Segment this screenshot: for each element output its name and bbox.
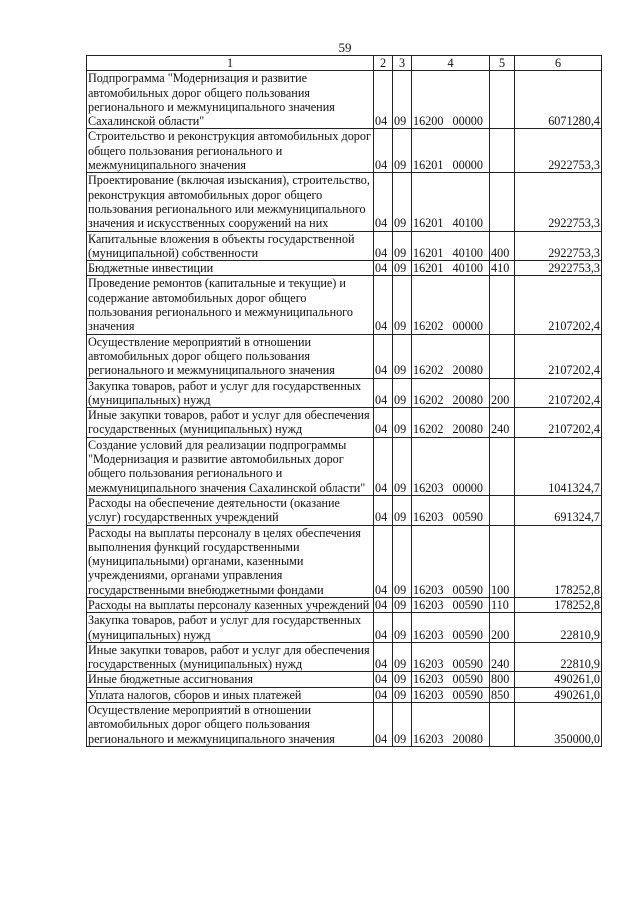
- row-code4-cell: 16200 00000: [412, 71, 490, 129]
- row-amount-cell: 350000,0: [515, 703, 602, 747]
- row-name-cell: Создание условий для реализации подпрограммы "Модернизация и развитие автомобильных дорог общего пользования регионального и межмуниципального значения Сахалинской области": [87, 437, 374, 495]
- table-row: [87, 231, 602, 261]
- row-code5-cell: [490, 129, 515, 173]
- budget-table: [86, 55, 602, 747]
- row-code4-cell: 16203 00590: [412, 672, 490, 687]
- row-code4-cell: 16203 00590: [412, 642, 490, 672]
- row-code4-cell: 16201 40100: [412, 261, 490, 276]
- row-name-cell: Иные закупки товаров, работ и услуг для обеспечения государственных (муниципальных) нужд: [87, 408, 374, 438]
- table-row: [87, 71, 602, 129]
- row-code2-cell: 04: [374, 276, 393, 334]
- row-name-cell: Расходы на выплаты персоналу в целях обеспечения выполнения функций государственными (муниципальными) органами, казенными учреждениями, органами управления государственными внебюджетными фондами: [87, 525, 374, 597]
- row-amount-cell: 2107202,4: [515, 378, 602, 408]
- row-name-cell: Осуществление мероприятий в отношении автомобильных дорог общего пользования регионального и межмуниципального значения: [87, 703, 374, 747]
- row-code3-cell: 09: [393, 437, 412, 495]
- row-code5-cell: 410: [490, 261, 515, 276]
- row-amount-cell: 2107202,4: [515, 408, 602, 438]
- row-amount-cell: 691324,7: [515, 495, 602, 525]
- row-code3-cell: 09: [393, 71, 412, 129]
- row-amount-cell: 2922753,3: [515, 261, 602, 276]
- row-code4-cell: 16203 00590: [412, 525, 490, 597]
- row-code3-cell: 09: [393, 687, 412, 702]
- row-code5-cell: 400: [490, 231, 515, 261]
- row-code4-cell: 16202 00000: [412, 276, 490, 334]
- row-code2-cell: 04: [374, 597, 393, 612]
- table-row: [87, 525, 602, 597]
- row-code2-cell: 04: [374, 495, 393, 525]
- row-amount-cell: 178252,8: [515, 525, 602, 597]
- row-code2-cell: 04: [374, 71, 393, 129]
- row-code3-cell: 09: [393, 129, 412, 173]
- table-row: [87, 437, 602, 495]
- table-row: [87, 276, 602, 334]
- row-code5-cell: 200: [490, 613, 515, 643]
- column-header: 5: [490, 56, 515, 71]
- row-amount-cell: 490261,0: [515, 687, 602, 702]
- row-code5-cell: [490, 71, 515, 129]
- row-amount-cell: 22810,9: [515, 613, 602, 643]
- row-code3-cell: 09: [393, 173, 412, 231]
- table-row: [87, 672, 602, 687]
- row-code3-cell: 09: [393, 597, 412, 612]
- row-code2-cell: 04: [374, 378, 393, 408]
- table-row: [87, 408, 602, 438]
- row-code4-cell: 16203 20080: [412, 703, 490, 747]
- row-name-cell: Иные закупки товаров, работ и услуг для обеспечения государственных (муниципальных) нужд: [87, 642, 374, 672]
- table-row: [87, 261, 602, 276]
- table-row: [87, 687, 602, 702]
- row-name-cell: Расходы на обеспечение деятельности (оказание услуг) государственных учреждений: [87, 495, 374, 525]
- row-amount-cell: 490261,0: [515, 672, 602, 687]
- row-code2-cell: 04: [374, 261, 393, 276]
- row-code3-cell: 09: [393, 231, 412, 261]
- row-code5-cell: 200: [490, 378, 515, 408]
- row-code4-cell: 16201 40100: [412, 231, 490, 261]
- row-code5-cell: 240: [490, 642, 515, 672]
- row-name-cell: Проведение ремонтов (капитальные и текущие) и содержание автомобильных дорог общего пользования регионального и межмуниципального значения: [87, 276, 374, 334]
- row-code3-cell: 09: [393, 525, 412, 597]
- row-name-cell: Закупка товаров, работ и услуг для государственных (муниципальных) нужд: [87, 378, 374, 408]
- row-code5-cell: 100: [490, 525, 515, 597]
- row-code2-cell: 04: [374, 437, 393, 495]
- row-code3-cell: 09: [393, 276, 412, 334]
- row-code5-cell: [490, 173, 515, 231]
- column-header: 6: [515, 56, 602, 71]
- row-code3-cell: 09: [393, 642, 412, 672]
- table-row: [87, 642, 602, 672]
- header-row: [87, 56, 602, 71]
- column-header: 4: [412, 56, 490, 71]
- row-code2-cell: 04: [374, 173, 393, 231]
- row-code5-cell: [490, 276, 515, 334]
- row-name-cell: Закупка товаров, работ и услуг для государственных (муниципальных) нужд: [87, 613, 374, 643]
- row-name-cell: Строительство и реконструкция автомобильных дорог общего пользования регионального и межмуниципального значения: [87, 129, 374, 173]
- row-code5-cell: 110: [490, 597, 515, 612]
- column-header: 2: [374, 56, 393, 71]
- row-code5-cell: [490, 437, 515, 495]
- row-code2-cell: 04: [374, 613, 393, 643]
- row-name-cell: Проектирование (включая изыскания), строительство, реконструкция автомобильных дорог общего пользования регионального или межмуниципального значения и искусственных сооружений на них: [87, 173, 374, 231]
- row-name-cell: Осуществление мероприятий в отношении автомобильных дорог общего пользования регионального и межмуниципального значения: [87, 334, 374, 378]
- row-code5-cell: 800: [490, 672, 515, 687]
- page-number: 59: [338, 40, 352, 55]
- table-row: [87, 597, 602, 612]
- row-amount-cell: 2107202,4: [515, 276, 602, 334]
- row-code2-cell: 04: [374, 642, 393, 672]
- row-code2-cell: 04: [374, 334, 393, 378]
- row-amount-cell: 22810,9: [515, 642, 602, 672]
- row-code3-cell: 09: [393, 261, 412, 276]
- row-code3-cell: 09: [393, 672, 412, 687]
- table-row: [87, 334, 602, 378]
- row-code4-cell: 16203 00590: [412, 495, 490, 525]
- row-name-cell: Уплата налогов, сборов и иных платежей: [87, 687, 374, 702]
- row-code3-cell: 09: [393, 495, 412, 525]
- table-row: [87, 495, 602, 525]
- row-code3-cell: 09: [393, 703, 412, 747]
- row-code4-cell: 16201 00000: [412, 129, 490, 173]
- row-code4-cell: 16203 00590: [412, 687, 490, 702]
- row-code2-cell: 04: [374, 687, 393, 702]
- row-code3-cell: 09: [393, 613, 412, 643]
- row-code5-cell: 850: [490, 687, 515, 702]
- table-row: [87, 703, 602, 747]
- row-code2-cell: 04: [374, 703, 393, 747]
- row-code2-cell: 04: [374, 525, 393, 597]
- row-code4-cell: 16202 20080: [412, 334, 490, 378]
- row-code2-cell: 04: [374, 672, 393, 687]
- row-code2-cell: 04: [374, 231, 393, 261]
- row-code4-cell: 16203 00590: [412, 597, 490, 612]
- row-code5-cell: [490, 703, 515, 747]
- table-row: [87, 129, 602, 173]
- row-name-cell: Расходы на выплаты персоналу казенных учреждений: [87, 597, 374, 612]
- table-row: [87, 378, 602, 408]
- row-amount-cell: 1041324,7: [515, 437, 602, 495]
- row-amount-cell: 2107202,4: [515, 334, 602, 378]
- column-header: 3: [393, 56, 412, 71]
- table-row: [87, 613, 602, 643]
- row-code3-cell: 09: [393, 334, 412, 378]
- column-header: 1: [87, 56, 374, 71]
- row-name-cell: Подпрограмма "Модернизация и развитие автомобильных дорог общего пользования регионального и межмуниципального значения Сахалинской области": [87, 71, 374, 129]
- row-code2-cell: 04: [374, 129, 393, 173]
- row-amount-cell: 2922753,3: [515, 173, 602, 231]
- row-code4-cell: 16203 00000: [412, 437, 490, 495]
- table-row: [87, 173, 602, 231]
- row-amount-cell: 6071280,4: [515, 71, 602, 129]
- row-code3-cell: 09: [393, 408, 412, 438]
- row-code3-cell: 09: [393, 378, 412, 408]
- row-name-cell: Бюджетные инвестиции: [87, 261, 374, 276]
- row-name-cell: Иные бюджетные ассигнования: [87, 672, 374, 687]
- row-code2-cell: 04: [374, 408, 393, 438]
- row-amount-cell: 178252,8: [515, 597, 602, 612]
- row-amount-cell: 2922753,3: [515, 231, 602, 261]
- row-code4-cell: 16202 20080: [412, 408, 490, 438]
- row-code5-cell: [490, 334, 515, 378]
- row-code5-cell: 240: [490, 408, 515, 438]
- row-code4-cell: 16201 40100: [412, 173, 490, 231]
- row-name-cell: Капитальные вложения в объекты государственной (муниципальной) собственности: [87, 231, 374, 261]
- row-code5-cell: [490, 495, 515, 525]
- row-code4-cell: 16203 00590: [412, 613, 490, 643]
- row-amount-cell: 2922753,3: [515, 129, 602, 173]
- row-code4-cell: 16202 20080: [412, 378, 490, 408]
